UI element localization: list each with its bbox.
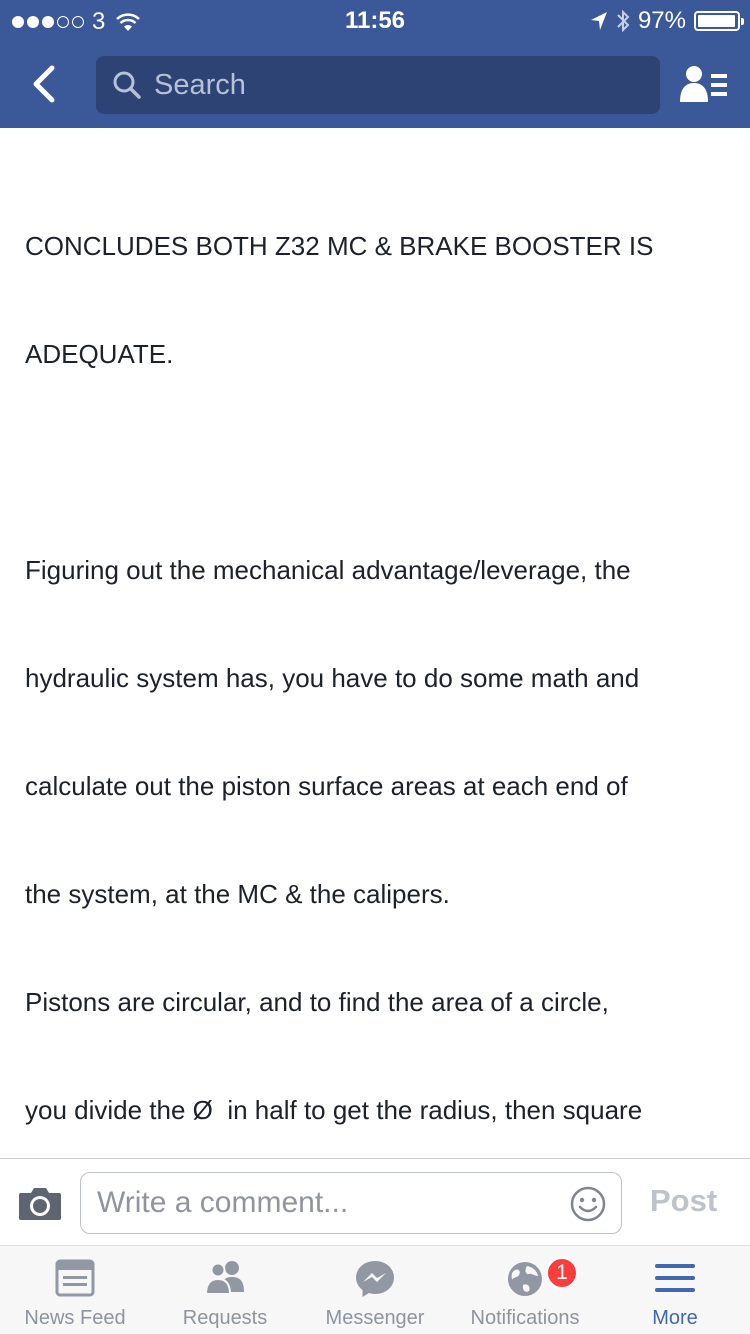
tab-bar [0, 1246, 750, 1334]
text-line: hydraulic system has, you have to do some math and [25, 663, 640, 693]
friend-list-icon[interactable] [680, 64, 728, 104]
status-time: 11:56 [344, 7, 406, 34]
text-line: the system, at the MC & the calipers. [25, 879, 450, 909]
text-line: ADEQUATE. [25, 339, 174, 369]
tab-label: Messenger [325, 1307, 425, 1329]
tab-news-feed[interactable] [0, 1246, 150, 1334]
news-feed-icon [53, 1258, 97, 1298]
emoji-icon[interactable] [569, 1185, 607, 1223]
text-line: Figuring out the mechanical advantage/leverage, the [25, 555, 631, 585]
text-line: you divide the Ø in half to get the radius, then square [25, 1095, 643, 1125]
tab-label: Notifications [470, 1307, 580, 1329]
battery-percent: 97% [637, 7, 686, 34]
battery-level [698, 15, 735, 27]
text-line: calculate out the piston surface areas at each end of [25, 771, 628, 801]
battery-icon [694, 11, 740, 31]
tab-more[interactable] [600, 1246, 750, 1334]
globe-icon [503, 1258, 547, 1298]
tab-label: More [652, 1307, 698, 1329]
menu-icon [653, 1258, 697, 1298]
post-button[interactable]: Post [650, 1183, 718, 1218]
nav-bar [0, 40, 750, 128]
post-paragraph [25, 480, 725, 1158]
status-bar [0, 0, 750, 40]
location-arrow-icon [590, 11, 608, 31]
text-line: CONCLUDES BOTH Z32 MC & BRAKE BOOSTER IS [25, 231, 654, 261]
text-line: Pistons are circular, and to find the area of a circle, [25, 987, 609, 1017]
comment-input[interactable] [97, 1186, 547, 1220]
top-header [0, 0, 750, 128]
search-input[interactable] [154, 69, 634, 102]
tab-label: Requests [182, 1307, 268, 1329]
carrier-name: 3 [92, 8, 106, 35]
status-right [590, 7, 740, 35]
tab-requests[interactable] [150, 1246, 300, 1334]
tab-messenger[interactable] [300, 1246, 450, 1334]
search-icon [112, 70, 142, 100]
tab-label: News Feed [24, 1307, 126, 1329]
search-bar[interactable] [96, 56, 660, 114]
back-chevron-icon[interactable] [22, 60, 66, 108]
bluetooth-icon [616, 9, 630, 33]
messenger-icon [353, 1258, 397, 1298]
notifications-badge: 1 [546, 1257, 578, 1289]
friend-requests-icon [203, 1258, 247, 1298]
comment-box[interactable] [80, 1172, 622, 1234]
post-paragraph [25, 156, 725, 444]
post-body [25, 156, 725, 1158]
comment-composer [0, 1158, 750, 1246]
tab-notifications[interactable] [450, 1246, 600, 1334]
camera-icon[interactable] [18, 1185, 62, 1221]
